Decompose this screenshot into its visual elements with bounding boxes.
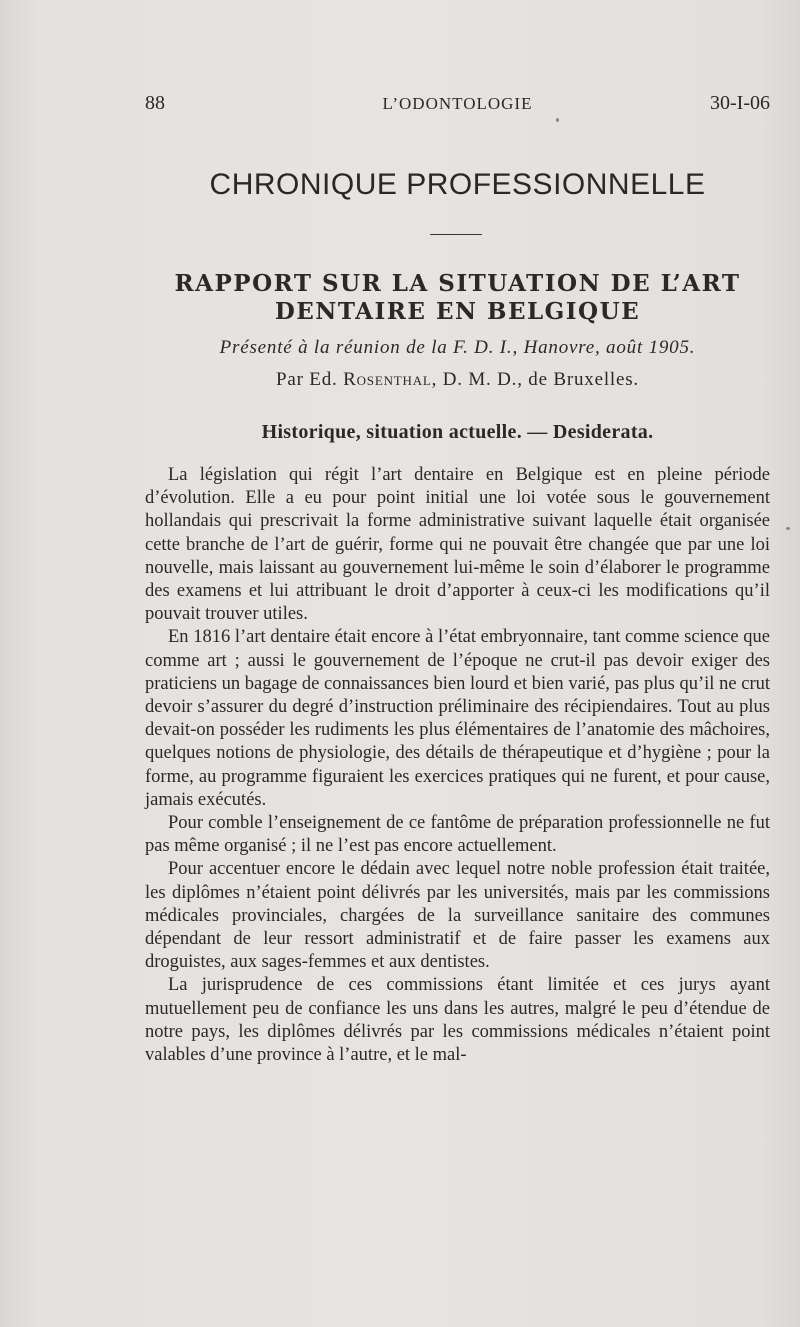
byline-suffix: , D. M. D., de Bruxelles. [431,369,639,390]
article-title [135,270,780,326]
byline-prefix: Par Ed. [276,369,338,390]
paragraph: Pour accentuer encore le dédain avec lequel notre noble profession était traitée, les diplômes n’étaient point délivrés par les universités, mais par les commissions médicales provinciales, chargées de la surveillance sanitaire des communes dépendant de leur ressort administratif et de faire passer les examens aux droguistes, aux sages-femmes et aux dentistes. [145,859,770,973]
paragraph: En 1816 l’art dentaire était encore à l’état embryonnaire, tant comme science que comme art ; aussi le gouvernement de l’époque ne crut-il pas devoir exiger des praticiens un bagage de connaissances bien lourd et bien varié, pas plus qu’il ne crut devoir s’assurer du degré d’instruction préliminaire des récipiendaires. Tout au plus devait-on posséder les rudiments les plus élémentaires de l’anatomie des mâchoires, quelques notions de physiologie, des détails de thérapeutique et d’hygiène ; pour la forme, au programme figuraient les exercices pratiques qui ne furent, et pour cause, jamais exécutés. [145,627,770,810]
article-title-line-1: RAPPORT SUR LA SITUATION DE L’ART [174,270,741,297]
paper-speck [786,527,790,530]
section-title: CHRONIQUE PROFESSIONNELLE [209,168,706,201]
issue-date: 30-I-06 [710,92,770,114]
journal-name: L’ODONTOLOGIE [382,94,533,113]
presentation-note: Présenté à la réunion de la F. D. I., Hanovre, août 1905. [219,337,696,358]
byline [145,369,770,391]
page-number: 88 [145,92,165,114]
paragraph: Pour comble l’enseignement de ce fantôme de préparation professionnelle ne fut pas même organisé ; il ne l’est pas encore actuellement. [145,813,770,857]
paragraph: La législation qui régit l’art dentaire en Belgique est en pleine période d’évolution. Elle a eu pour point initial une loi votée sous le gouvernement hollandais qui prescrivait la forme administrative suivant laquelle était organisée cette branche de l’art de guérir, forme qui ne pouvait être changée que par une loi nouvelle, mais laissant au gouvernement lui-même le soin d’élaborer le programme des examens et lui attribuant le droit d’apporter à ceux-ci les modifications qu’il pouvait trouver utiles. [145,465,770,625]
paper-speck [556,118,559,122]
paragraph: La jurisprudence de ces commissions étant limitée et ces jurys ayant mutuellement peu de confiance les uns dans les autres, malgré le peu d’étendue de notre pays, les diplômes délivrés par les commissions médicales n’étaient point valables d’une province à l’autre, et le mal- [145,975,770,1066]
article-title-line-2: DENTAIRE EN BELGIQUE [274,298,641,325]
running-head [145,92,770,118]
article-body [145,464,770,1067]
divider-rule [430,234,482,235]
author-name: Rosenthal [343,369,432,390]
article-subheading: Historique, situation actuelle. — Desiderata. [261,421,654,443]
